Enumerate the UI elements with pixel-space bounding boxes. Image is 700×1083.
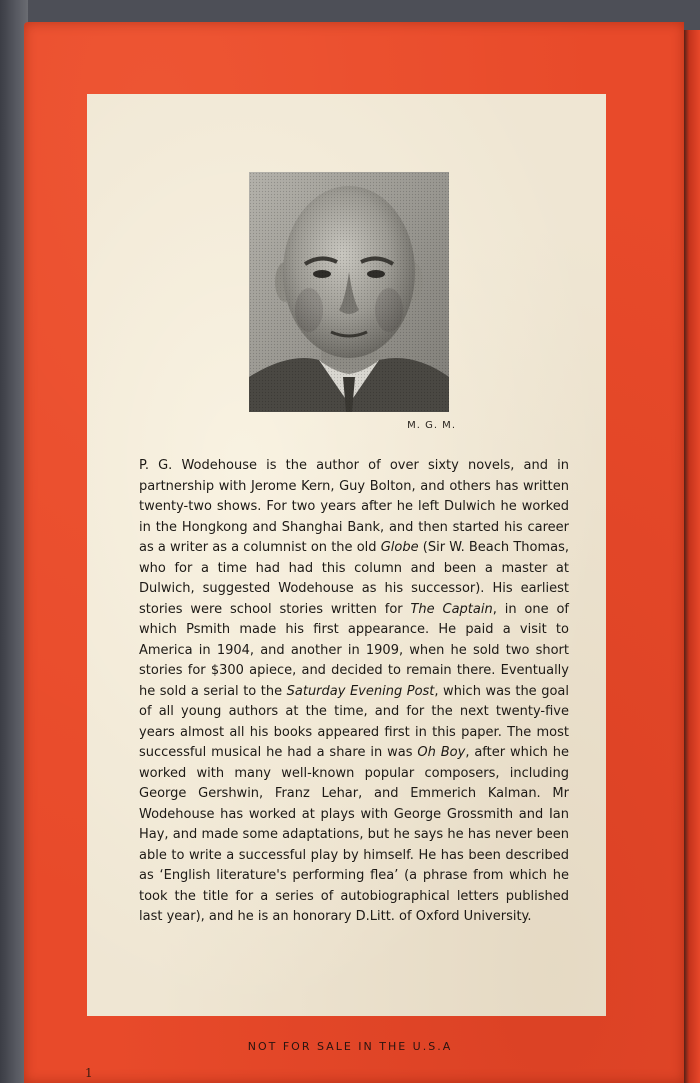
text-panel [87, 94, 606, 1016]
bio-italic-the-captain: The Captain [410, 601, 493, 617]
photo-credit: M. G. M. [407, 420, 456, 431]
author-portrait-image [249, 172, 449, 412]
author-portrait [249, 172, 449, 412]
bio-text-4: , which was the goal of all young authors at the time, and for the next twenty-five years almost all his books appeared first in this paper. The most successful musical he had a share in was [139, 683, 569, 760]
bio-text-2: (Sir W. Beach Thomas, who for a time had had this column and been a master at Dulwich, suggested Wodehouse as his successor). His earliest stories were school stories written for [139, 540, 570, 617]
bio-text-3: , in one of which Psmith made his first appearance. He paid a visit to America in 1904, and another in 1909, when he sold two short stories for $300 apiece, and decided to remain there. Eventually he sold a serial to the [139, 601, 569, 699]
bio-italic-saturday-evening-post: Saturday Evening Post [286, 683, 435, 699]
sale-restriction-notice: NOT FOR SALE IN THE U.S.A [247, 1040, 453, 1053]
bio-text-5: , after which he worked with many well-known popular composers, including George Gershwin, Franz Lehar, and Emmerich Kalman. Mr Wodehouse has worked at plays with George Grossmith and Ian Hay, and made some adaptations, but he says he has never been able to write a successful play by himself. He has been described as ‘English literature's performing flea’ (a phrase from which he took the title for a series of autobiographical letters published last year), and he is an honorary D.Litt. of Oxford University. [139, 745, 569, 924]
bio-text-1: P. G. Wodehouse is the author of over sixty novels, and in partnership with Jerome Kern, Guy Bolton, and others has written twenty-two shows. For two years after he left Dulwich he worked in the Hongkong and Shanghai Bank, and then started his career as a writer as a columnist on the old [139, 458, 569, 555]
adjacent-book-edge [682, 30, 700, 1083]
bio-italic-oh-boy: Oh Boy [417, 745, 466, 760]
author-biography [139, 456, 569, 928]
book-back-cover [24, 22, 684, 1083]
bio-italic-globe: Globe [380, 540, 419, 555]
corner-mark: 1 [85, 1066, 93, 1080]
